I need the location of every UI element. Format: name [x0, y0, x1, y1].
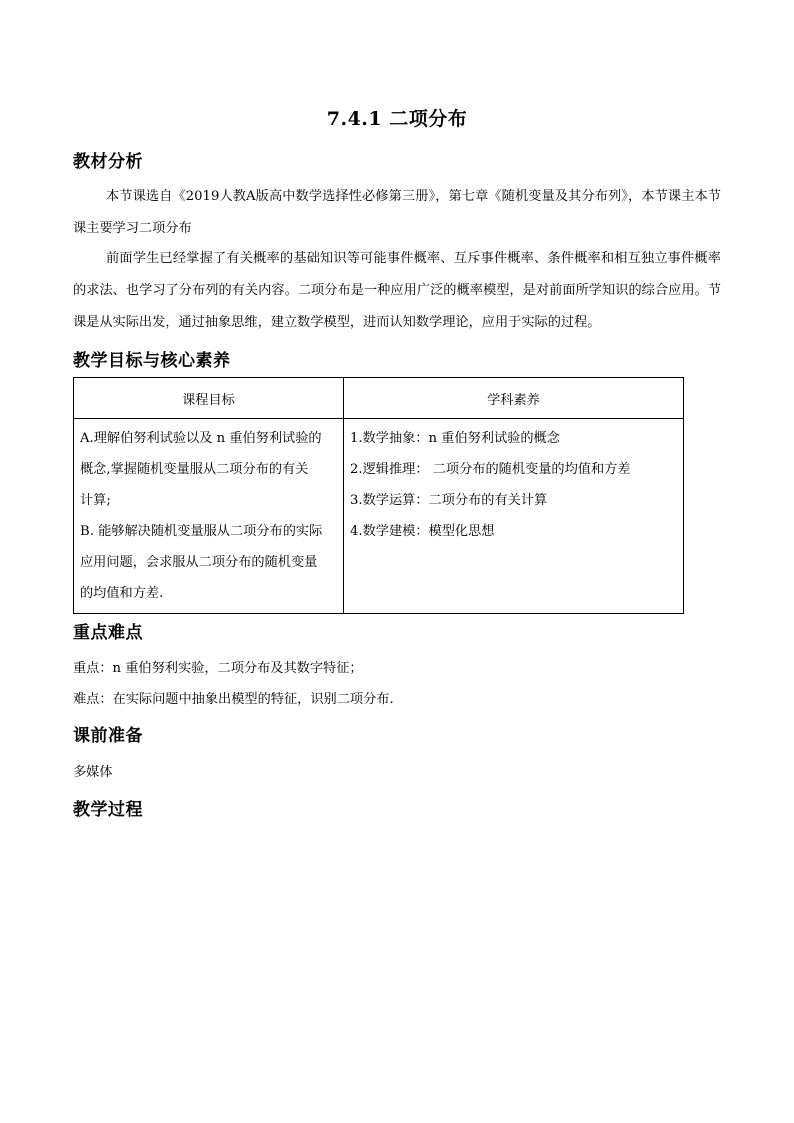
- heading-preparation: 课前准备: [73, 726, 143, 746]
- heading-goals: 教学目标与核心素养: [73, 351, 231, 371]
- course-goal-line: 概念,掌握随机变量服从二项分布的有关: [80, 462, 309, 477]
- course-goal-line: 计算;: [80, 493, 111, 508]
- literacy-line: 3.数学运算：二项分布的有关计算: [350, 493, 548, 508]
- course-goals-cell: [74, 419, 344, 614]
- goals-table-header-row: [74, 378, 684, 419]
- course-goal-line: 应用问题，会求服从二项分布的随机变量: [80, 555, 318, 570]
- goals-table-header-literacy: 学科素养: [344, 378, 684, 419]
- heading-key-points: 重点难点: [73, 623, 143, 643]
- key-point-text: 重点：n 重伯努利实验，二项分布及其数字特征；: [73, 661, 363, 676]
- heading-textbook-analysis: 教材分析: [73, 152, 143, 172]
- course-goal-line: A.理解伯努利试验以及 n 重伯努利试验的: [80, 431, 322, 446]
- literacy-line: 2.逻辑推理： 二项分布的随机变量的均值和方差: [350, 462, 631, 477]
- difficult-point-text: 难点：在实际问题中抽象出模型的特征，识别二项分布.: [73, 692, 394, 707]
- course-goal-line: 的均值和方差.: [80, 586, 164, 601]
- goals-table-header-course: 课程目标: [74, 378, 344, 419]
- analysis-paragraph-2: 前面学生已经掌握了有关概率的基础知识等可能事件概率、互斥事件概率、条件概率和相互独立事件概率的求法、也学习了分布列的有关内容。二项分布是一种应用广泛的概率模型，是对前面所学知识的综合应用。节课是从实际出发，通过抽象思维，建立数学模型，进而认知数学理论，应用于实际的过程。: [73, 251, 721, 330]
- literacy-line: 1.数学抽象：n 重伯努利试验的概念: [350, 431, 560, 446]
- goals-table-row: [74, 419, 684, 614]
- literacy-line: 4.数学建模：模型化思想: [350, 524, 495, 539]
- literacy-cell: [344, 419, 684, 614]
- heading-teaching-process: 教学过程: [73, 800, 143, 820]
- analysis-paragraph-1: 本节课选自《2019人教A版高中数学选择性必修第三册》，第七章《随机变量及其分布列》，本节课主本节课主要学习二项分布: [73, 189, 721, 236]
- course-goal-line: B. 能够解决随机变量服从二项分布的实际: [80, 524, 323, 539]
- preparation-content: 多媒体: [73, 765, 113, 780]
- goals-table: [73, 377, 684, 614]
- page-title: 7.4.1 二项分布: [326, 108, 468, 130]
